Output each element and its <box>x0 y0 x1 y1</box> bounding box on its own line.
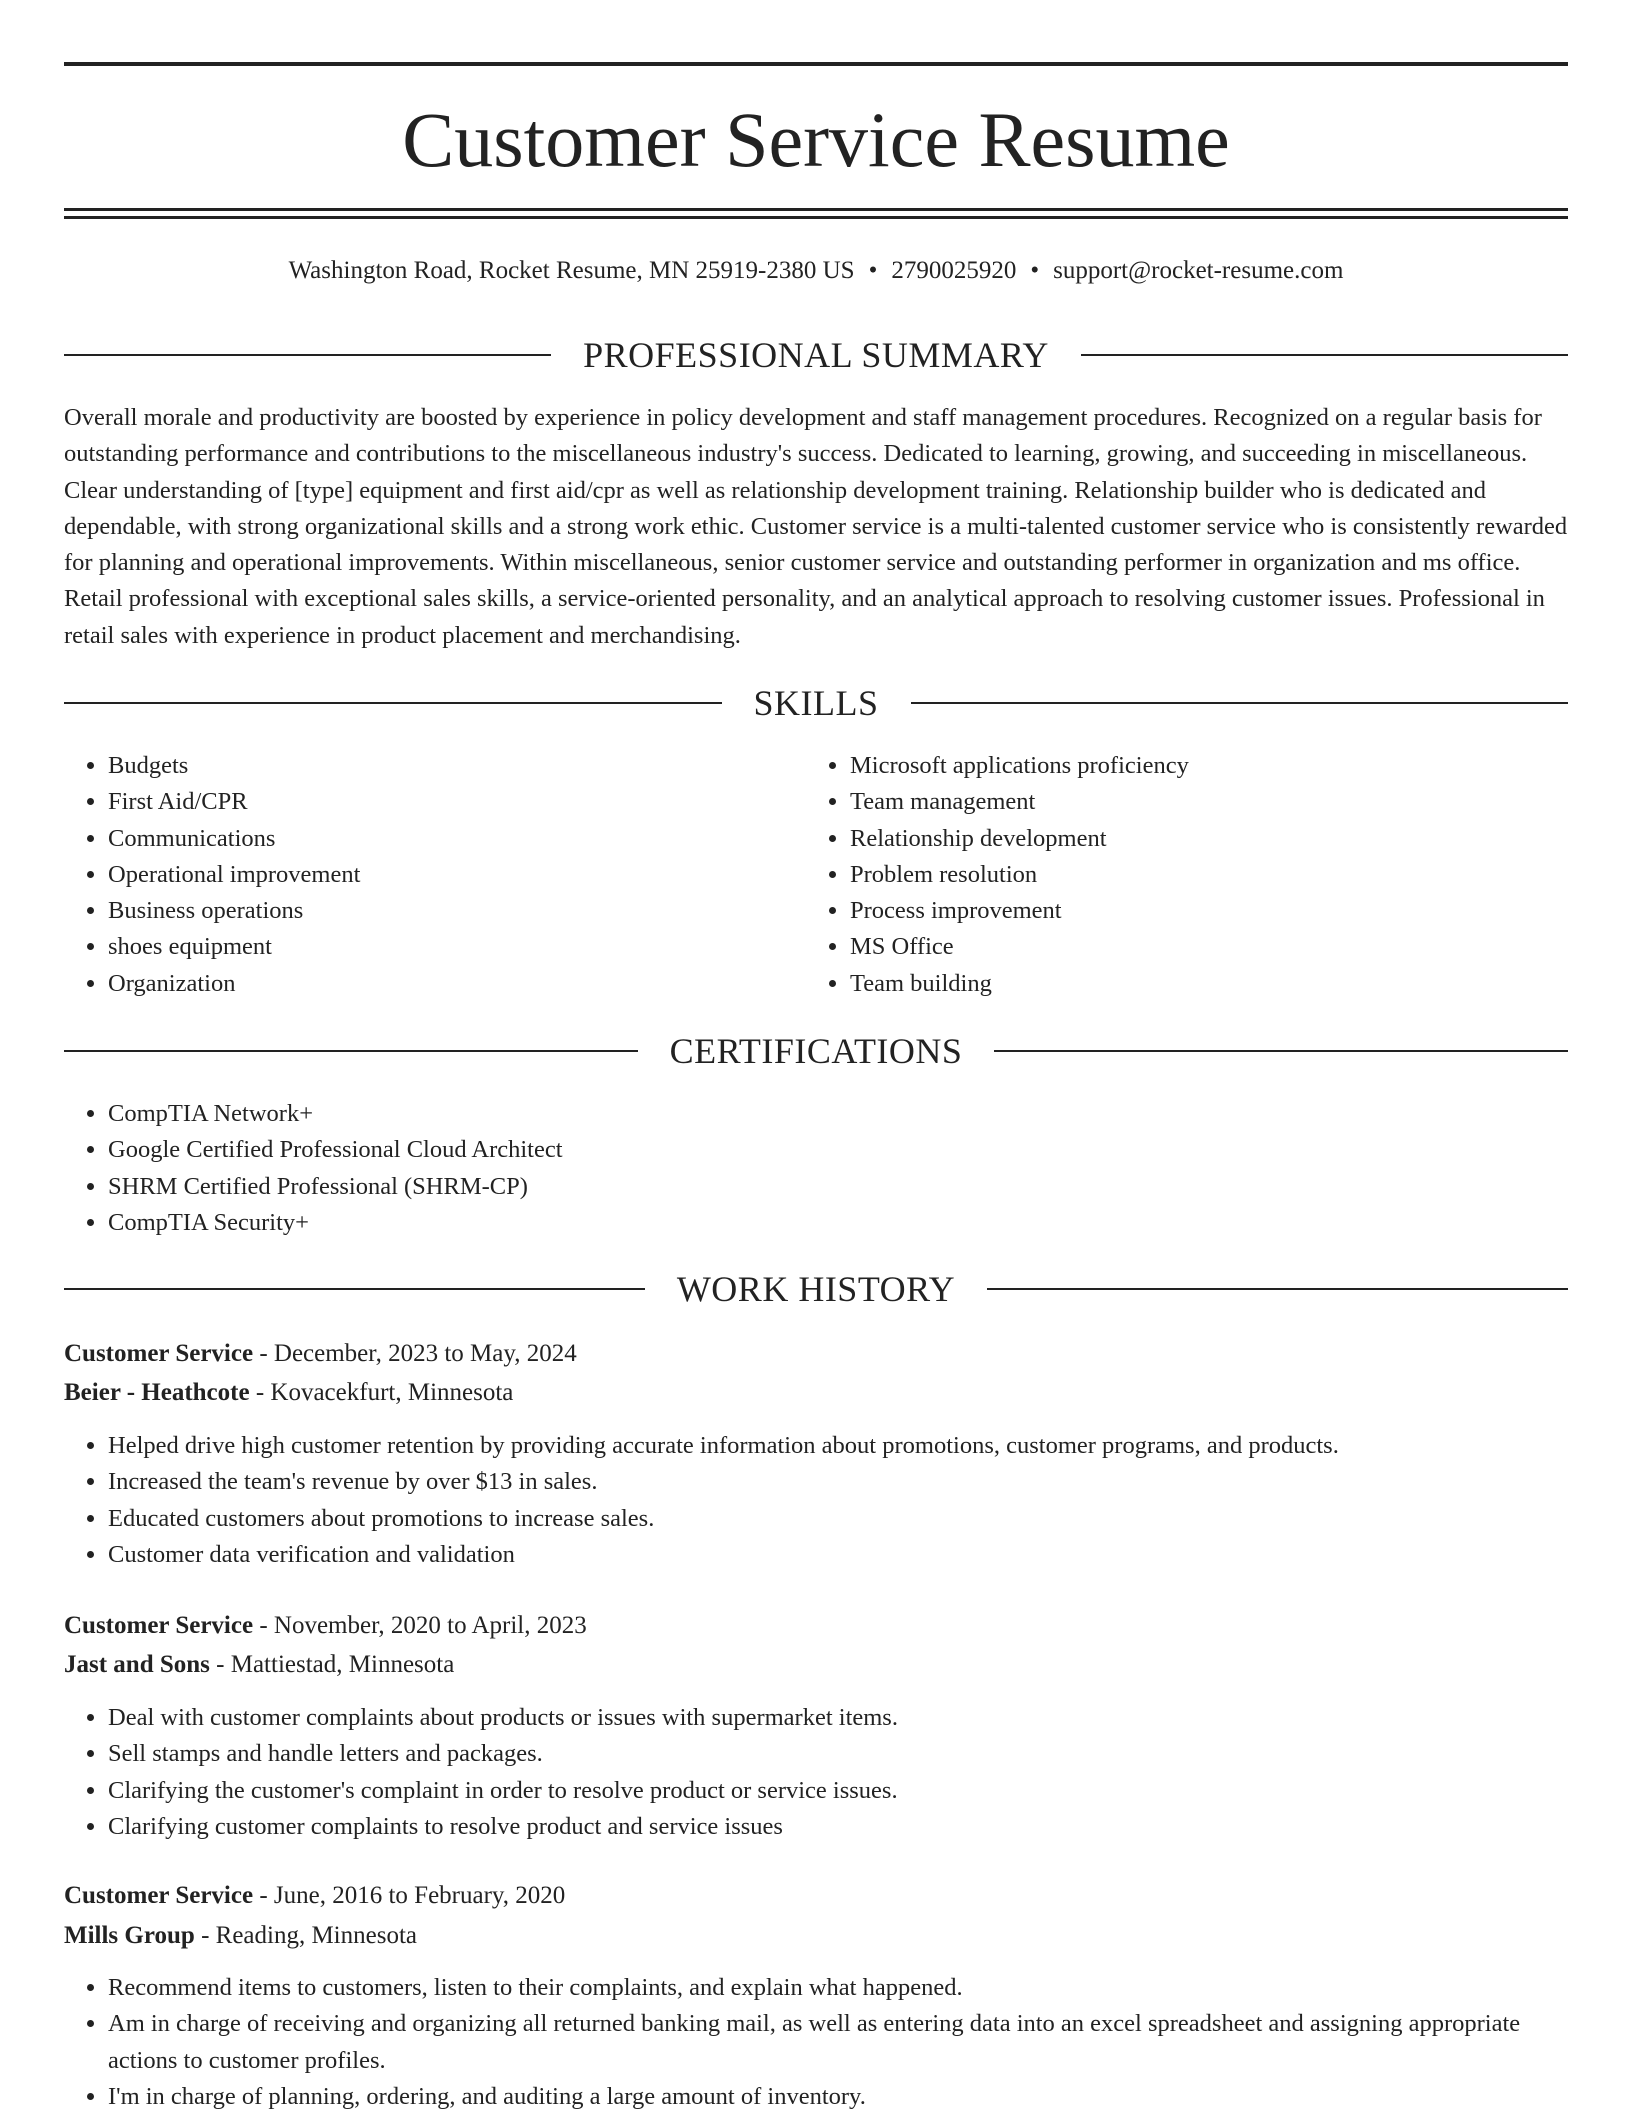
header-top-rule <box>64 62 1568 66</box>
list-item: • Recommend items to customers, listen to their complaints, and explain what happened. <box>108 1970 1568 2006</box>
list-item: • Communications <box>108 821 764 857</box>
job-duties-list <box>64 1428 1568 1573</box>
job-title-line: Customer Service - June, 2016 to February, 2020 <box>64 1882 566 1909</box>
section-rule <box>64 354 551 356</box>
job-location: Kovacekfurt, Minnesota <box>270 1379 514 1406</box>
section-heading-certifications <box>64 1029 1568 1073</box>
job-dates: December, 2023 to May, 2024 <box>273 1340 577 1367</box>
list-item: • Clarifying the customer's complaint in order to resolve product or service issues. <box>108 1773 1568 1809</box>
section-title: WORK HISTORY <box>676 1269 956 1309</box>
contact-phone: 2790025920 <box>891 257 1017 284</box>
section-rule <box>987 1288 1568 1290</box>
list-item: • Process improvement <box>850 893 1566 929</box>
list-item: • Relationship development <box>850 821 1566 857</box>
job-company: Beier - Heathcote <box>64 1379 250 1406</box>
list-item: • Operational improvement <box>108 857 764 893</box>
section-title: SKILLS <box>753 683 879 723</box>
skills-list <box>806 748 1566 1002</box>
job-duties-list <box>64 1700 1568 1845</box>
list-item: • Google Certified Professional Cloud Architect <box>108 1132 1568 1168</box>
list-item: • SHRM Certified Professional (SHRM-CP) <box>108 1169 1568 1205</box>
job-title: Customer Service <box>64 1340 254 1367</box>
job-location: Reading, Minnesota <box>215 1922 417 1949</box>
job-location: Mattiestad, Minnesota <box>230 1651 455 1678</box>
section-rule <box>911 702 1569 704</box>
list-item: • I'm in charge of planning, ordering, and auditing a large amount of inventory. <box>108 2079 1568 2115</box>
list-item: • Customer data verification and validation <box>108 1537 1568 1573</box>
job-duties-list <box>64 1970 1568 2115</box>
section-rule <box>64 1288 645 1290</box>
skills-list <box>64 748 764 1002</box>
section-rule <box>64 1050 638 1052</box>
list-item: • MS Office <box>850 929 1566 965</box>
list-item: • Increased the team's revenue by over $13 in sales. <box>108 1464 1568 1500</box>
certifications-list <box>64 1096 1568 1241</box>
section-heading-skills <box>64 681 1568 725</box>
contact-separator: • <box>1030 257 1040 284</box>
job-company-line: Jast and Sons - Mattiestad, Minnesota <box>64 1651 455 1678</box>
skills-column-right <box>806 748 1566 1002</box>
contact-line <box>64 254 1568 288</box>
job-company: Jast and Sons <box>64 1651 210 1678</box>
list-item: • Organization <box>108 966 764 1002</box>
job-dates: June, 2016 to February, 2020 <box>273 1882 566 1909</box>
list-item: • Clarifying customer complaints to resolve product and service issues <box>108 1809 1568 1845</box>
contact-address: Washington Road, Rocket Resume, MN 25919-2380 US <box>288 257 855 284</box>
section-heading-summary <box>64 333 1568 377</box>
section-title: CERTIFICATIONS <box>669 1031 963 1071</box>
contact-email: support@rocket-resume.com <box>1053 257 1344 284</box>
job-title-line: Customer Service - November, 2020 to April, 2023 <box>64 1612 587 1639</box>
list-item: • Budgets <box>108 748 764 784</box>
list-item: • Problem resolution <box>850 857 1566 893</box>
job-dates: November, 2020 to April, 2023 <box>273 1612 587 1639</box>
list-item: • Deal with customer complaints about products or issues with supermarket items. <box>108 1700 1568 1736</box>
summary-paragraph: Overall morale and productivity are boosted by experience in policy development and staff management procedures. Recognized on a regular basis for outstanding performance and contributions to the miscellaneous industry's success. Dedicated to learning, growing, and succeeding in miscellaneous. Clear understanding of [type] equipment and first aid/cpr as well as relationship development training. Relationship builder who is dedicated and dependable, with strong organizational skills and a strong work ethic. Customer service is a multi-talented customer service who is consistently rewarded for planning and operational improvements. Within miscellaneous, senior customer service and outstanding performer in organization and ms office. Retail professional with exceptional sales skills, a service-oriented personality, and an analytical approach to resolving customer issues. Professional in retail sales with experience in product placement and merchandising. <box>64 404 1568 649</box>
section-rule <box>994 1050 1568 1052</box>
list-item: • CompTIA Network+ <box>108 1096 1568 1132</box>
list-item: • Sell stamps and handle letters and packages. <box>108 1736 1568 1772</box>
job-company-line: Mills Group - Reading, Minnesota <box>64 1922 417 1949</box>
list-item: • Am in charge of receiving and organizing all returned banking mail, as well as entering data into an excel spreadsheet and assigning appropriate actions to customer profiles. <box>108 2006 1568 2079</box>
section-rule <box>1081 354 1568 356</box>
job-duties <box>64 1970 1568 2115</box>
list-item: • Team building <box>850 966 1566 1002</box>
job-title: Customer Service <box>64 1612 254 1639</box>
list-item: • Helped drive high customer retention by providing accurate information about promotions, customer programs, and products. <box>108 1428 1568 1464</box>
section-title: PROFESSIONAL SUMMARY <box>583 335 1049 375</box>
certifications-block <box>64 1096 1568 1241</box>
contact-separator: • <box>868 257 878 284</box>
list-item: • Educated customers about promotions to increase sales. <box>108 1501 1568 1537</box>
resume-title: Customer Service Resume <box>402 96 1230 183</box>
section-rule <box>64 702 722 704</box>
job-duties <box>64 1428 1568 1573</box>
list-item: • Business operations <box>108 893 764 929</box>
list-item: • shoes equipment <box>108 929 764 965</box>
header-bottom-rule-2 <box>64 216 1568 219</box>
list-item: • CompTIA Security+ <box>108 1205 1568 1241</box>
job-duties <box>64 1700 1568 1845</box>
section-heading-work-history <box>64 1267 1568 1311</box>
job-company-line: Beier - Heathcote - Kovacekfurt, Minnesota <box>64 1379 514 1406</box>
job-title-line: Customer Service - December, 2023 to May, 2024 <box>64 1340 577 1367</box>
list-item: • Microsoft applications proficiency <box>850 748 1566 784</box>
list-item: • First Aid/CPR <box>108 784 764 820</box>
header-bottom-rule <box>64 208 1568 211</box>
list-item: • Team management <box>850 784 1566 820</box>
job-title: Customer Service <box>64 1882 254 1909</box>
job-company: Mills Group <box>64 1922 195 1949</box>
skills-column-left <box>64 748 764 1002</box>
